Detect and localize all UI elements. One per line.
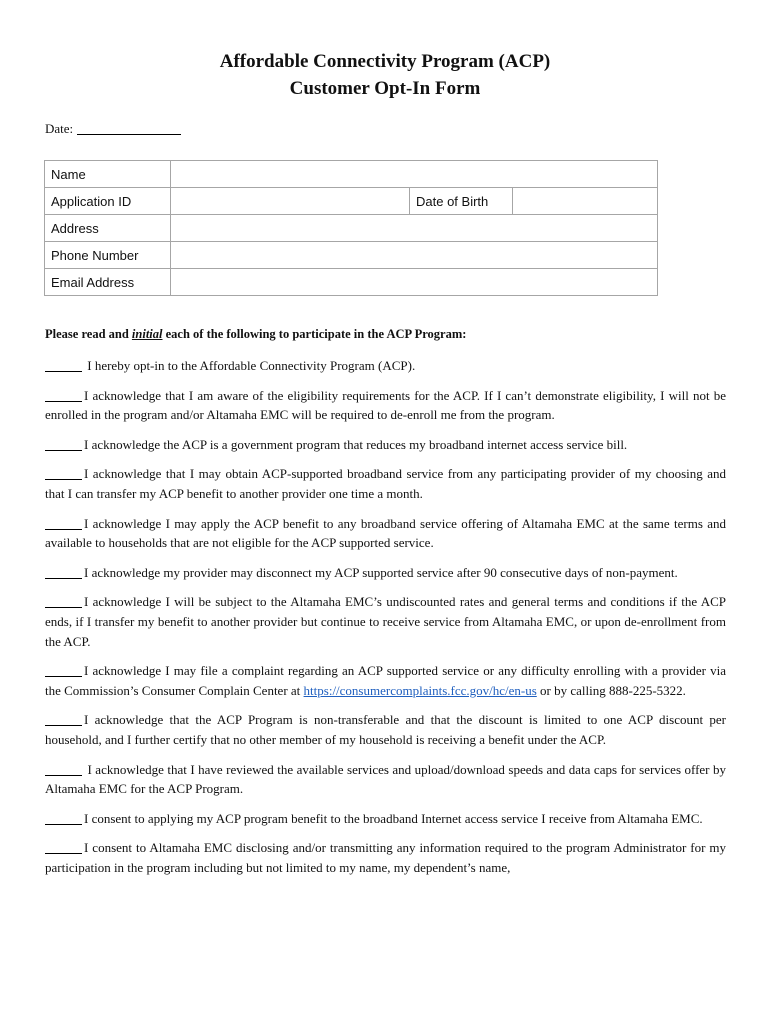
initial-blank[interactable] <box>45 841 82 854</box>
instructions <box>45 327 466 342</box>
initial-blank[interactable] <box>45 517 82 530</box>
list-item <box>45 435 726 455</box>
list-item <box>45 356 726 376</box>
dob-label: Date of Birth <box>410 188 513 215</box>
address-label: Address <box>45 215 171 242</box>
item-text: I hereby opt-in to the Affordable Connectivity Program (ACP). <box>84 358 416 373</box>
list-item <box>45 661 726 700</box>
item-text: I acknowledge I will be subject to the Altamaha EMC’s undiscounted rates and general terms and conditions if the ACP ends, if I transfer my benefit to another provider but continue to receive service from Altamaha EMC, or upon de-enrollment from the ACP. <box>45 594 726 649</box>
item-text: I acknowledge I may apply the ACP benefit to any broadband service offering of Altamaha EMC at the same terms and available to households that are not eligible for the ACP supported service. <box>45 515 726 551</box>
list-item <box>45 386 726 425</box>
name-label: Name <box>45 161 171 188</box>
list-item <box>45 563 726 583</box>
date-row <box>45 121 181 137</box>
item-text: I consent to applying my ACP program benefit to the broadband Internet access service I receive from Altamaha EMC. <box>84 810 703 826</box>
phone-label: Phone Number <box>45 242 171 269</box>
instructions-suffix: each of the following to participate in the ACP Program: <box>162 327 467 341</box>
acknowledgement-list <box>45 356 726 887</box>
initial-blank[interactable] <box>45 389 82 402</box>
table-row <box>45 242 658 269</box>
item-text: I consent to Altamaha EMC disclosing and/or transmitting any information required to the program Administrator for my participation in the program including but not limited to my name, my dependent’s name, <box>45 840 726 875</box>
name-field[interactable] <box>171 161 658 188</box>
initial-blank[interactable] <box>45 812 82 825</box>
item-text: I acknowledge the ACP is a government program that reduces my broadband internet access service bill. <box>84 436 628 452</box>
list-item <box>45 760 726 799</box>
item-text: I acknowledge that I have reviewed the available services and upload/download speeds and data caps for services offer by Altamaha EMC for the ACP Program. <box>45 761 726 797</box>
phone-field[interactable] <box>171 242 658 269</box>
email-field[interactable] <box>171 269 658 296</box>
date-label: Date: <box>45 121 74 136</box>
table-row <box>45 161 658 188</box>
initial-blank[interactable] <box>45 595 82 608</box>
customer-info-table <box>44 160 658 296</box>
instructions-emphasis: initial <box>131 327 163 341</box>
list-item <box>45 514 726 553</box>
date-blank-line[interactable] <box>77 122 181 135</box>
item-text: I acknowledge that the ACP Program is non-transferable and that the discount is limited to one ACP discount per household, and I further certify that no other member of my household is receiving a benefit under the ACP. <box>45 712 726 747</box>
item-text: I acknowledge that I am aware of the eligibility requirements for the ACP. If I can’t demonstrate eligibility, I will not be enrolled in the program and/or Altamaha EMC will be required to de-enroll me from the program. <box>45 387 726 423</box>
list-item <box>45 838 726 877</box>
application-id-field[interactable] <box>171 188 410 215</box>
address-field[interactable] <box>171 215 658 242</box>
initial-blank[interactable] <box>45 566 82 579</box>
item-text: I acknowledge that I may obtain ACP-supported broadband service from any participating provider of my choosing and that I can transfer my ACP benefit to another provider one time a month. <box>45 466 726 501</box>
list-item <box>45 592 726 651</box>
initial-blank[interactable] <box>45 713 82 726</box>
initial-blank[interactable] <box>45 438 82 451</box>
initial-blank[interactable] <box>45 359 82 372</box>
item-text: I acknowledge my provider may disconnect my ACP supported service after 90 consecutive days of non-payment. <box>84 564 678 580</box>
instructions-prefix: Please read and <box>45 327 132 341</box>
title-line-2: Customer Opt-In Form <box>289 78 481 99</box>
table-row <box>45 215 658 242</box>
initial-blank[interactable] <box>45 467 82 480</box>
email-label: Email Address <box>45 269 171 296</box>
application-id-label: Application ID <box>45 188 171 215</box>
initial-blank[interactable] <box>45 763 82 776</box>
item-text: I acknowledge I may file a complaint regarding an ACP supported service or any difficulty enrolling with a provider via the Commission’s Consumer Complain Center at <box>45 663 726 698</box>
table-row <box>45 188 658 215</box>
list-item <box>45 809 726 829</box>
fcc-complaint-link[interactable]: https://consumercomplaints.fcc.gov/hc/en-us <box>303 682 537 698</box>
list-item <box>45 464 726 503</box>
table-row <box>45 269 658 296</box>
item-text-after: or by calling 888-225-5322. <box>536 682 686 698</box>
title-line-1: Affordable Connectivity Program (ACP) <box>219 51 551 72</box>
list-item <box>45 710 726 749</box>
form-title <box>0 48 770 102</box>
dob-field[interactable] <box>513 188 658 215</box>
initial-blank[interactable] <box>45 664 82 677</box>
